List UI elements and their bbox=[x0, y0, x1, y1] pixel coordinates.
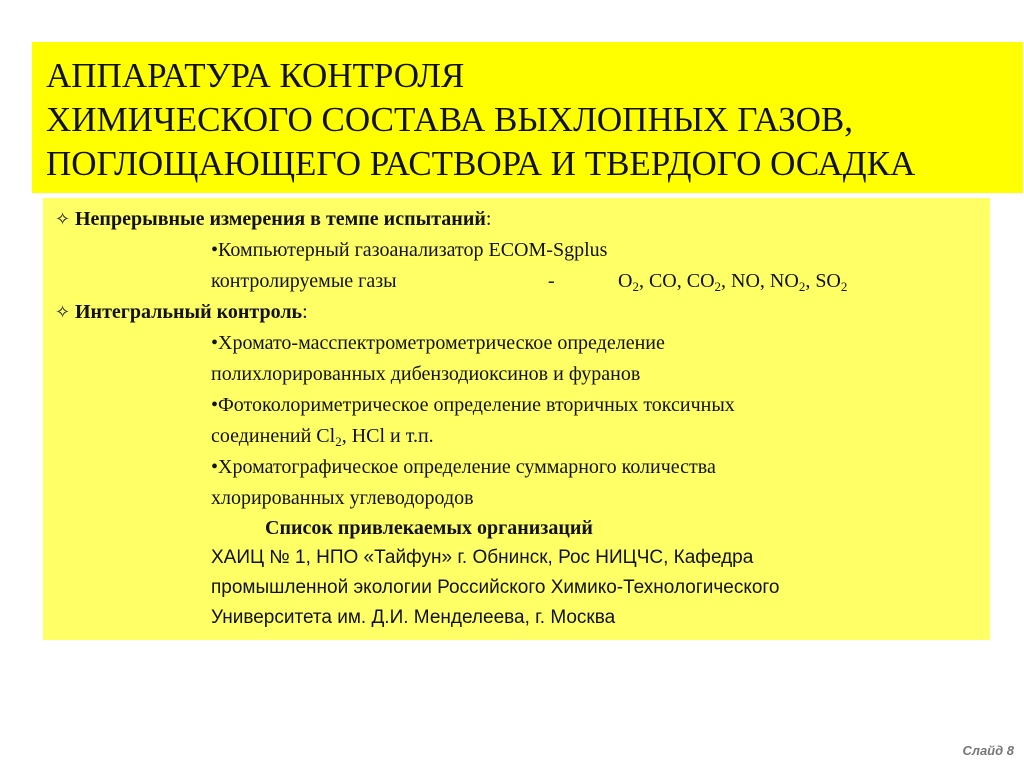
organizations-line-3: Университета им. Д.И. Менделеева, г. Москва bbox=[211, 607, 616, 628]
title-line-1: АППАРАТУРА КОНТРОЛЯ bbox=[46, 56, 465, 95]
star-bullet-icon: ✧ bbox=[55, 302, 71, 322]
section-heading-integral: ✧ Интегральный контроль: bbox=[55, 301, 308, 323]
title-line-3: ПОГЛОЩАЮЩЕГО РАСТВОРА И ТВЕРДОГО ОСАДКА bbox=[46, 144, 916, 183]
gases-dash: - bbox=[548, 270, 555, 292]
title-line-2: ХИМИЧЕСКОГО СОСТАВА ВЫХЛОПНЫХ ГАЗОВ, bbox=[46, 100, 854, 139]
section-heading-continuous: ✧ Непрерывные измерения в темпе испытаний: bbox=[55, 208, 492, 230]
list-item-chromatographic-cont: хлорированных углеводородов bbox=[211, 487, 474, 509]
list-item-photocolorimetric: •Фотоколориметрическое определение вторичных токсичных bbox=[211, 394, 735, 416]
content-panel bbox=[43, 198, 990, 640]
slide-number: Слайд 8 bbox=[962, 743, 1014, 758]
star-bullet-icon: ✧ bbox=[55, 209, 71, 229]
list-item-gas-analyzer: •Компьютерный газоанализатор ECOM-Sgplus bbox=[211, 239, 608, 261]
organizations-line-2: промышленной экологии Российского Химико-Технологического bbox=[211, 577, 780, 598]
list-item-photocolorimetric-cont: соединений $Cl_2$, HCl и т.п. bbox=[211, 425, 434, 449]
heading-text: Интегральный контроль bbox=[75, 301, 303, 323]
list-item-chromato-mass-cont: полихлорированных дибензодиоксинов и фуранов bbox=[211, 363, 641, 385]
organizations-title: Список привлекаемых организаций bbox=[265, 517, 593, 539]
list-item-chromato-mass: •Хромато-масспектрометрометрическое определение bbox=[211, 332, 665, 354]
slide-title bbox=[32, 42, 1023, 193]
list-item-chromatographic: •Хроматографическое определение суммарного количества bbox=[211, 456, 716, 478]
gases-list: $O_2$, CO, $CO_2$, NO, $NO_2$, $SO_2$ bbox=[618, 270, 848, 294]
heading-text: Непрерывные измерения в темпе испытаний bbox=[75, 208, 486, 230]
organizations-line-1: ХАИЦ № 1, НПО «Тайфун» г. Обнинск, Рос НИЦЧС, Кафедра bbox=[211, 547, 754, 568]
gases-label: контролируемые газы bbox=[211, 270, 397, 292]
